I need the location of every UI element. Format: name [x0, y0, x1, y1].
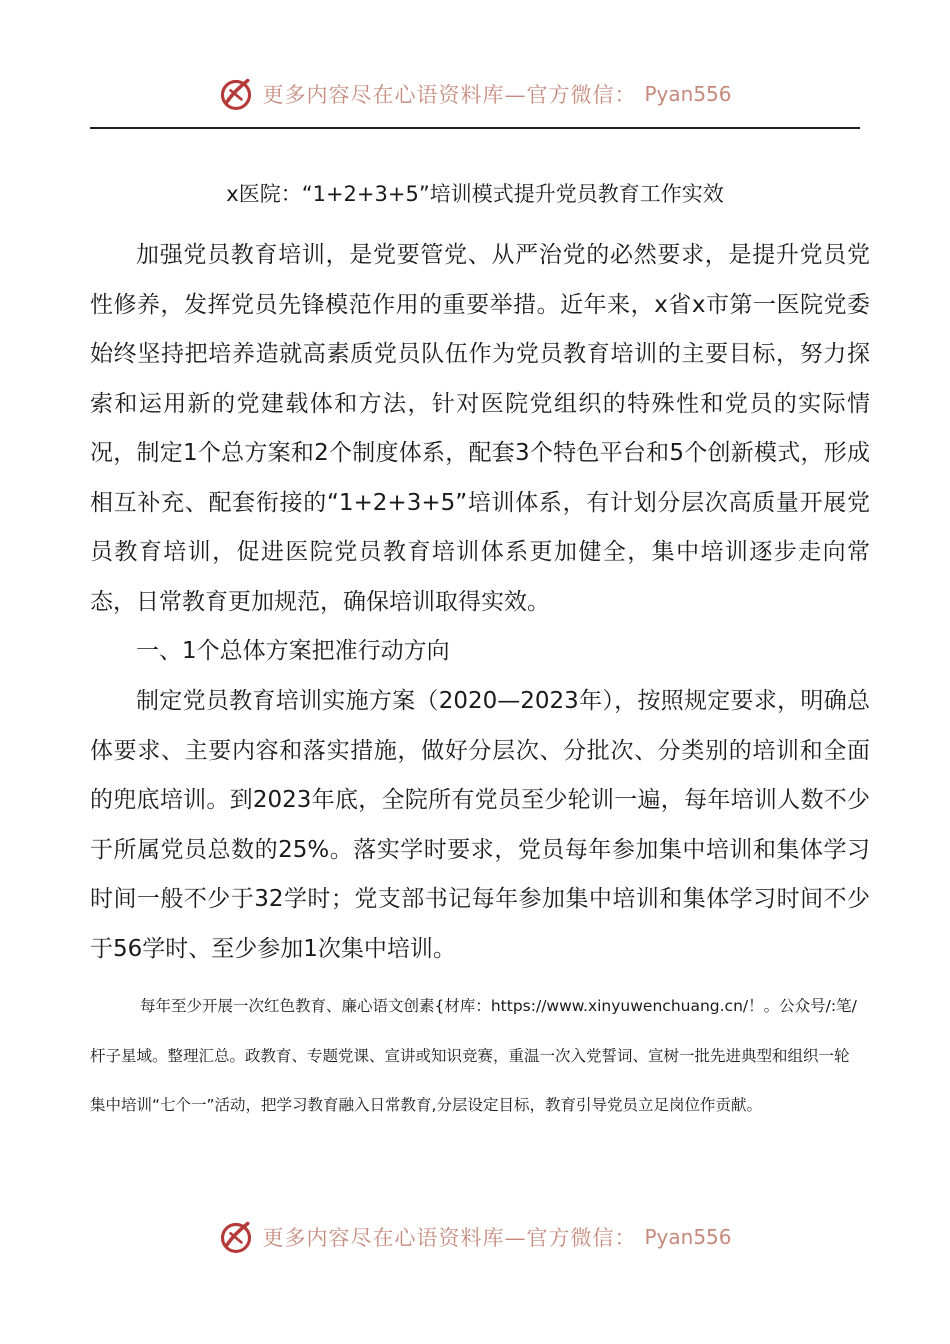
footer-banner-text: 更多内容尽在心语资料库—官方微信：	[262, 1226, 637, 1250]
footer-banner	[0, 1215, 950, 1259]
paragraph-activities	[90, 982, 860, 1131]
paragraph-intro: 加强党员教育培训，是党要管党、从严治党的必然要求，是提升党员党性修养，发挥党员先锋模范作用的重要举措。近年来，x省x市第一医院党委始终坚持把培养造就高素质党员队伍作为党员教育培训的主要目标，努力探索和运用新的党建载体和方法，针对医院党组织的特殊性和党员的实际情况，制定1个总方案和2个制度体系，配套3个特色平台和5个创新模式，形成相互补充、配套衔接的“1+2+3+5”培训体系，有计划分层次高质量开展党员教育培训，促进医院党员教育培训体系更加健全，集中培训逐步走向常态，日常教育更加规范，确保培训取得实效。	[90, 242, 870, 615]
header-wechat-id: Pyan556	[644, 82, 732, 106]
header-banner	[0, 72, 950, 116]
header-banner-text: 更多内容尽在心语资料库—官方微信：	[262, 83, 637, 107]
section-heading-1: 一、1个总体方案把准行动方向	[136, 638, 450, 664]
footer-wechat-id: Pyan556	[644, 1225, 732, 1249]
paragraph-plan: 制定党员教育培训实施方案（2020—2023年），按照规定要求，明确总体要求、主要内容和落实措施，做好分层次、分批次、分类别的培训和全面的兜底培训。到2023年底，全院所有党员至少轮训一遍，每年培训人数不少于所属党员总数的25%。落实学时要求，党员每年参加集中培训和集体学习时间一般不少于32学时；党支部书记每年参加集中培训和集体学习时间不少于56学时、至少参加1次集中培训。	[90, 688, 870, 962]
paragraph-activities-text: 每年至少开展一次红色教育、廉心语文创素{材库：https://www.xinyuwenchuang.cn/！。公众号/:笔/杆子星域。整理汇总。政教育、专题党课、宣讲或知识竞赛，重温一次入党誓词、宣树一批先进典型和组织一轮集中培训“七个一”活动，把学习教育融入日常教育,分层设定目标，教育引导党员立足岗位作贡献。	[90, 997, 857, 1114]
header-divider	[90, 127, 860, 129]
document-title: x医院：“1+2+3+5”培训模式提升党员教育工作实效	[226, 182, 724, 206]
brand-logo-icon	[218, 76, 254, 112]
brand-logo-icon	[218, 1219, 254, 1255]
